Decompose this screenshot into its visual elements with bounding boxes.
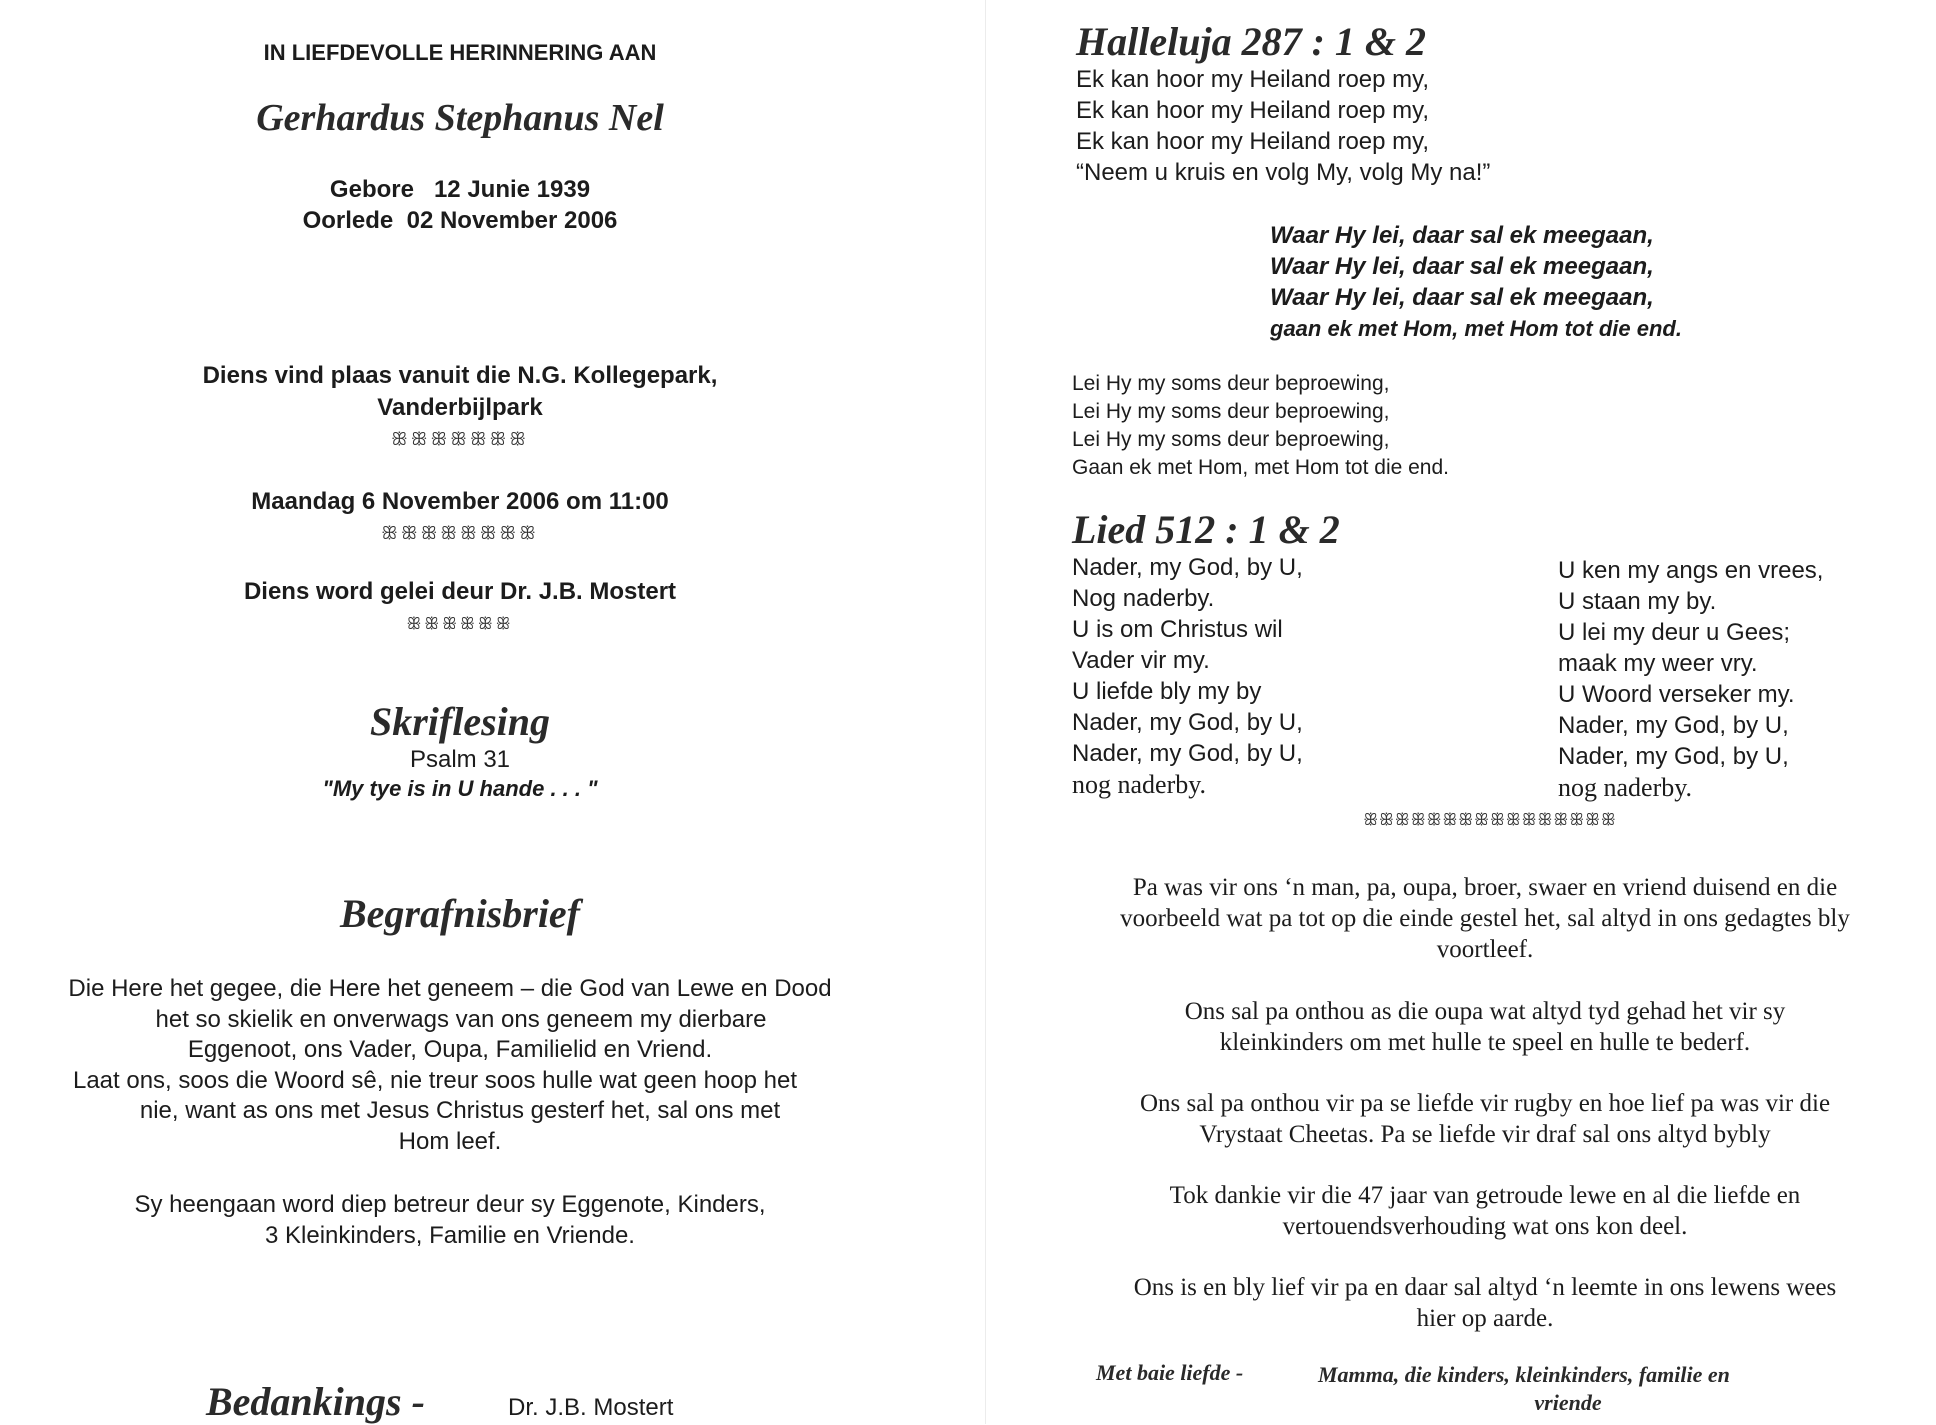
letter-line: Die Here het gegee, die Here het geneem – die God van Lewe en Dood [68,975,832,1002]
chorus-line: gaan ek met Hom, met Hom tot die end. [1270,316,1682,341]
hymn-line: Nader, my God, by U, [1072,740,1303,767]
birth-date: Gebore 12 Junie 1939 [329,176,591,203]
hymn-line: “Neem u kruis en volg My, volg My na!” [1076,159,1491,186]
hymn-1-title: Halleluja 287 : 1 & 2 [1076,19,1426,64]
service-place-line-2: Vanderbijlpark [377,394,543,421]
letter-title: Begrafnisbrief [340,891,580,936]
tribute-paragraph-4 [1040,1180,1930,1242]
tribute-line: kleinkinders om met hulle te speel en hulle te bederf. [1219,1029,1751,1056]
signoff-names-cont: vriende [1534,1390,1602,1415]
tribute-paragraph-3 [1040,1088,1930,1150]
tribute-line: Ons sal pa onthou as die oupa wat altyd tyd gehad het vir sy [1184,998,1786,1025]
hymn-line: Ek kan hoor my Heiland roep my, [1076,97,1430,124]
letter-line: Laat ons, soos die Woord sê, nie treur soos hulle wat geen hoop het [72,1066,798,1094]
letter-line: nie, want as ons met Jesus Christus gesterf het, sal ons met [139,1097,781,1124]
hymn-line: U ken my angs en vrees, [1558,557,1824,584]
hymn-line: Lei Hy my soms deur beproewing, [1072,428,1390,451]
mourned-line: 3 Kleinkinders, Familie en Vriende. [265,1221,635,1249]
ornament-divider: ꕥꕥꕥꕥꕥꕥꕥꕥ [381,523,539,544]
mourned-line: Sy heengaan word diep betreur deur sy Eggenote, Kinders, [134,1191,766,1218]
hymn-line: Vader vir my. [1072,647,1210,674]
letter-body [0,974,900,1157]
hymn-line: U Woord verseker my. [1558,681,1795,708]
page-fold [985,0,986,1424]
officiant: Diens word gelei deur Dr. J.B. Mostert [243,578,677,605]
hymn-line: nog naderby. [1558,773,1693,802]
hymn-line: U liefde bly my by [1072,678,1262,705]
hymn-1-verse-2 [1072,370,1449,482]
tribute-line: hier op aarde. [1416,1305,1554,1332]
hymn-line: Lei Hy my soms deur beproewing, [1072,372,1390,395]
tribute-line: vertouendsverhouding wat ons kon deel. [1282,1213,1688,1240]
tribute-paragraph-2 [1040,996,1930,1058]
chorus-line: Waar Hy lei, daar sal ek meegaan, [1270,284,1654,311]
hymn-line: Nader, my God, by U, [1558,712,1789,739]
death-date: Oorlede 02 November 2006 [302,207,618,234]
letter-line: Hom leef. [398,1127,502,1155]
mourned-by [0,1190,900,1251]
ornament-divider: ꕥꕥꕥꕥꕥꕥꕥ [391,429,529,450]
hymn-1-chorus [1270,220,1682,344]
hymn-line: Nader, my God, by U, [1558,743,1789,770]
scripture-title: Skriflesing [369,699,551,744]
letter-line: Eggenoot, ons Vader, Oupa, Familielid en Vriend. [187,1036,713,1063]
hymn-1-verse-1 [1076,64,1490,188]
hymn-2-verse-2 [1558,555,1823,803]
hymn-2-title: Lied 512 : 1 & 2 [1072,507,1340,552]
signoff-names: Mamma, die kinders, kleinkinders, familie en [1318,1362,1730,1387]
hymn-line: Ek kan hoor my Heiland roep my, [1076,66,1430,93]
right-page [1040,0,1936,1424]
tribute-paragraph-5 [1040,1272,1930,1334]
hymn-2-verse-1 [1072,552,1303,800]
tribute-line: Ons is en bly lief vir pa en daar sal altyd ‘n leemte in ons lewens wees [1133,1274,1837,1301]
deceased-name: Gerhardus Stephanus Nel [256,97,664,139]
signoff-label: Met baie liefde - [1096,1360,1244,1385]
hymn-line: Nader, my God, by U, [1072,709,1303,736]
tribute-line: Tok dankie vir die 47 jaar van getroude lewe en al die liefde en [1169,1182,1801,1209]
tribute-line: Ons sal pa onthou vir pa se liefde vir rugby en hoe lief pa was vir die [1139,1090,1831,1117]
hymn-line: U is om Christus wil [1072,616,1283,643]
tribute-paragraph-1 [1040,872,1930,965]
hymn-line: Lei Hy my soms deur beproewing, [1072,400,1390,423]
scripture-quote: "My tye is in U hande . . . " [322,776,598,801]
hymn-line: nog naderby. [1072,770,1207,799]
chorus-line: Waar Hy lei, daar sal ek meegaan, [1270,253,1654,280]
tribute-line: Pa was vir ons ‘n man, pa, oupa, broer, swaer en vriend duisend en die [1132,874,1838,901]
chorus-line: Waar Hy lei, daar sal ek meegaan, [1270,222,1654,249]
ornament-divider: ꕥꕥꕥꕥꕥꕥ [406,614,514,633]
scripture-reference: Psalm 31 [409,746,511,773]
hymn-line: Nog naderby. [1072,585,1215,612]
hymn-line: U staan my by. [1558,588,1717,615]
memorial-header: IN LIEFDEVOLLE HERINNERING AAN [263,40,657,65]
tribute-line: voortleef. [1436,936,1534,963]
tribute-line: voorbeeld wat pa tot op die einde gestel het, sal altyd in ons gedagtes bly [1120,905,1850,932]
tribute-line: Vrystaat Cheetas. Pa se liefde vir draf sal ons altyd bybly [1199,1121,1771,1148]
hymn-line: maak my weer vry. [1558,650,1758,677]
service-date: Maandag 6 November 2006 om 11:00 [251,488,669,515]
thanks-name: Dr. J.B. Mostert [508,1394,674,1421]
ornament-divider: ꕥꕥꕥꕥꕥꕥꕥꕥꕥꕥꕥꕥꕥꕥꕥꕥ [1363,810,1617,829]
letter-line: het so skielik en onverwags van ons geneem my dierbare [155,1005,767,1033]
hymn-line: U lei my deur u Gees; [1558,619,1791,646]
left-page [0,0,960,1424]
hymn-line: Ek kan hoor my Heiland roep my, [1076,128,1430,155]
service-place-line-1: Diens vind plaas vanuit die N.G. Kollegepark, [202,362,718,389]
hymn-line: Gaan ek met Hom, met Hom tot die end. [1072,456,1449,479]
thanks-title: Bedankings - [206,1379,425,1424]
hymn-line: Nader, my God, by U, [1072,554,1303,581]
